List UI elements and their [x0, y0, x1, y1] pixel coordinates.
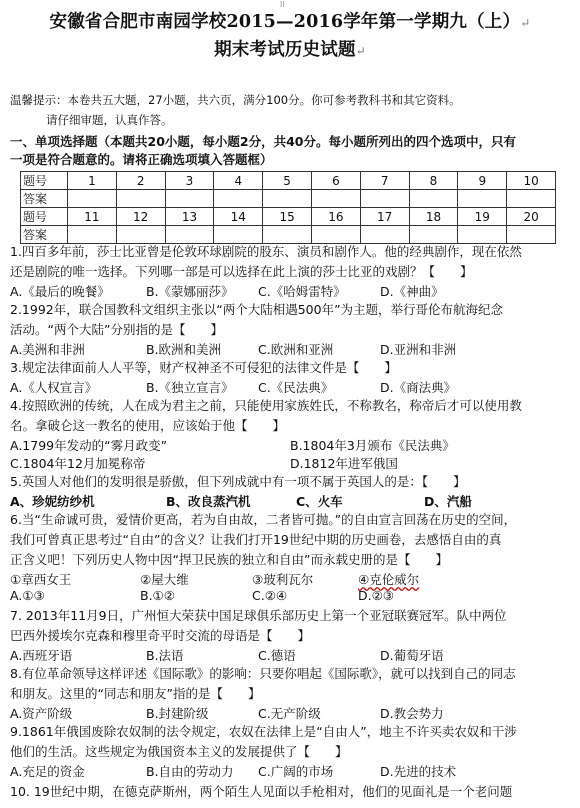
answer-cell[interactable]	[263, 226, 312, 244]
answer-cell[interactable]	[507, 226, 556, 244]
question-3-text: 3.规定法律面前人人平等，财产权神圣不可侵犯的法律文件是【 】	[10, 360, 397, 375]
q5-option-a[interactable]: A、珍妮纺纱机	[10, 494, 95, 509]
grid-number: 3	[165, 172, 214, 190]
answer-grid-number-row	[21, 208, 556, 226]
answer-grid-answer-row	[21, 226, 556, 244]
grid-number: 15	[263, 208, 312, 226]
grid-label: 题号	[21, 208, 68, 226]
question-4-text: 4.按照欧洲的传统，人在成为君主之前，只能使用家族姓氏，不称教名，称帝后才可以使用教	[10, 398, 522, 413]
answer-cell[interactable]	[68, 190, 117, 208]
question-8-text-cont: 和朋友。这里的“同志和朋友”指的是【 】	[10, 686, 261, 701]
q6-option-a[interactable]: A.①③	[10, 588, 45, 603]
answer-grid	[20, 171, 556, 244]
question-5-text: 5.英国人对他们的发明很是骄傲，但下列成就中有一项不属于英国人的是：【 】	[10, 474, 466, 489]
q5-option-b[interactable]: B、改良蒸汽机	[166, 494, 251, 509]
q6-item-1: ①章西女王	[10, 572, 72, 587]
grid-number: 14	[214, 208, 263, 226]
grid-label: 答案	[21, 190, 68, 208]
q8-option-b[interactable]: B.封建阶级	[146, 706, 209, 721]
grid-number: 18	[409, 208, 458, 226]
q5-option-c[interactable]: C、火车	[296, 494, 343, 509]
grid-number: 4	[214, 172, 263, 190]
q1-option-c[interactable]: C.《哈姆雷特》	[258, 284, 346, 299]
grid-number: 19	[458, 208, 507, 226]
answer-grid-answer-row	[21, 190, 556, 208]
answer-cell[interactable]	[409, 226, 458, 244]
q3-option-c[interactable]: C.《民法典》	[258, 380, 334, 395]
q3-option-b[interactable]: B.《独立宣言》	[146, 380, 234, 395]
answer-cell[interactable]	[507, 190, 556, 208]
q6-option-d[interactable]: D.②③	[358, 588, 395, 603]
q6-option-c[interactable]: C.②④	[252, 588, 288, 603]
q9-option-c[interactable]: C.广阔的市场	[258, 764, 334, 779]
grid-number: 10	[507, 172, 556, 190]
q6-item-2: ②屋大维	[140, 572, 189, 587]
grid-number: 13	[165, 208, 214, 226]
answer-cell[interactable]	[360, 226, 409, 244]
q6-item-3: ③玻利瓦尔	[252, 572, 314, 587]
q1-option-d[interactable]: D.《神曲》	[380, 284, 444, 299]
answer-cell[interactable]	[165, 190, 214, 208]
question-2-text: 2.1992年，联合国教科文组织主张以“两个大陆相遇500年”为主题，举行哥伦布航海纪念	[10, 302, 504, 317]
exam-title-line2: 期末考试历史试题↵	[214, 40, 366, 60]
answer-cell[interactable]	[409, 190, 458, 208]
q6-item-4: ④克伦威尔	[358, 572, 420, 587]
grid-number: 20	[507, 208, 556, 226]
section-heading-cont: 一项是符合题意的。请将正确选项填入答题框）	[10, 152, 273, 167]
grid-number: 9	[458, 172, 507, 190]
answer-cell[interactable]	[116, 190, 165, 208]
question-4-text-cont: 名。拿破仑这一教名的使用，应该始于他【 】	[10, 418, 286, 433]
section-heading: 一、单项选择题（本题共20小题，每小题2分，共40分。每小题所列出的四个选项中，只有	[10, 134, 516, 149]
q2-option-b[interactable]: B.欧洲和美洲	[146, 342, 222, 357]
q7-option-d[interactable]: D.葡萄牙语	[380, 648, 444, 663]
grid-number: 12	[116, 208, 165, 226]
q8-option-c[interactable]: C.无产阶级	[258, 706, 321, 721]
question-6-text-cont: 我们可曾真正思考过“自由”的含义？让我们打开19世纪中期的历史画卷，去感悟自由的真	[10, 532, 502, 547]
answer-cell[interactable]	[263, 190, 312, 208]
question-1-text: 1.四百多年前，莎士比亚曾是伦敦环球剧院的股东、演员和剧作人。他的经典剧作，现在依然	[10, 244, 522, 259]
q4-option-d[interactable]: D.1812年进军俄国	[290, 456, 398, 471]
question-7-text: 7. 2013年11月9日，广州恒大荣获中国足球俱乐部历史上第一个亚冠联赛冠军。队中两位	[10, 608, 507, 623]
question-9-text: 9.1861年俄国废除农奴制的法令规定，农奴在法律上是“自由人”，地主不许买卖农奴和干涉	[10, 724, 517, 739]
answer-cell[interactable]	[458, 190, 507, 208]
question-9-text-cont: 他们的生活。这些规定为俄国资本主义的发展提供了【 】	[10, 744, 348, 759]
answer-cell[interactable]	[311, 190, 360, 208]
q4-option-a[interactable]: A.1799年发动的“雾月政变”	[10, 438, 168, 453]
q3-option-a[interactable]: A.《人权宣言》	[10, 380, 98, 395]
header-mark: II	[280, 0, 285, 9]
answer-cell[interactable]	[311, 226, 360, 244]
grid-number: 5	[263, 172, 312, 190]
answer-cell[interactable]	[214, 226, 263, 244]
q9-option-b[interactable]: B.自由的劳动力	[146, 764, 234, 779]
question-8-text: 8.有位革命领导这样评述《国际歌》的影响：只要你唱起《国际歌》，就可以找到自己的同志	[10, 666, 516, 681]
notice-line: 温馨提示：本卷共五大题，27小题，共六页，满分100分。你可参考教科书和其它资料。	[10, 93, 461, 107]
q6-option-b[interactable]: B.①②	[140, 588, 175, 603]
q1-option-a[interactable]: A.《最后的晚餐》	[10, 284, 110, 299]
q3-option-d[interactable]: D.《商法典》	[380, 380, 457, 395]
q4-option-c[interactable]: C.1804年12月加冕称帝	[10, 456, 146, 471]
grid-number: 16	[311, 208, 360, 226]
grid-number: 8	[409, 172, 458, 190]
answer-grid-number-row	[21, 172, 556, 190]
q2-option-d[interactable]: D.亚洲和非洲	[380, 342, 457, 357]
grid-number: 17	[360, 208, 409, 226]
q2-option-c[interactable]: C.欧洲和亚洲	[258, 342, 334, 357]
q9-option-a[interactable]: A.充足的资金	[10, 764, 85, 779]
question-6-text-cont2: 正含义吧！下列历史人物中因“捍卫民族的独立和自由”而永载史册的是【 】	[10, 552, 448, 567]
grid-label: 题号	[21, 172, 68, 190]
q7-option-b[interactable]: B.法语	[146, 648, 184, 663]
question-2-text-cont: 活动。“两个大陆”分别指的是【 】	[10, 322, 223, 337]
q9-option-d[interactable]: D.先进的技术	[380, 764, 457, 779]
grid-number: 1	[68, 172, 117, 190]
grid-label: 答案	[21, 226, 68, 244]
grid-number: 7	[360, 172, 409, 190]
grid-number: 6	[311, 172, 360, 190]
notice-line2: 请仔细审题，认真作答。	[46, 113, 173, 127]
grid-number: 11	[68, 208, 117, 226]
q7-option-c[interactable]: C.德语	[258, 648, 296, 663]
question-10-text: 10. 19世纪中期，在德克萨斯州，两个陌生人见面以手枪相对，他们的见面礼是一个老问题	[10, 784, 513, 799]
q5-option-d[interactable]: D、汽船	[424, 494, 472, 509]
q8-option-d[interactable]: D.教会势力	[380, 706, 444, 721]
q2-option-a[interactable]: A.美洲和非洲	[10, 342, 85, 357]
question-1-text-cont: 还是剧院的唯一选择。下列哪一部是可以选择在此上演的莎士比亚的戏剧？【 】	[10, 264, 473, 279]
grid-number: 2	[116, 172, 165, 190]
answer-cell[interactable]	[68, 226, 117, 244]
q7-option-a[interactable]: A.西班牙语	[10, 648, 73, 663]
question-6-text: 6.当“生命诚可贵，爱情价更高，若为自由故，二者皆可抛。”的自由宣言回荡在历史的空间，	[10, 512, 517, 527]
answer-cell[interactable]	[360, 190, 409, 208]
answer-cell[interactable]	[458, 226, 507, 244]
q1-option-b[interactable]: B.《蒙娜丽莎》	[146, 284, 234, 299]
answer-cell[interactable]	[116, 226, 165, 244]
q4-option-b[interactable]: B.1804年3月颁布《民法典》	[290, 438, 455, 453]
exam-title-line1: 安徽省合肥市南园学校2015—2016学年第一学期九（上）↵	[49, 12, 531, 32]
question-7-text-cont: 巴西外援埃尔克森和穆里奇平时交流的母语是【 】	[10, 628, 311, 643]
answer-cell[interactable]	[214, 190, 263, 208]
q8-option-a[interactable]: A.资产阶级	[10, 706, 73, 721]
answer-cell[interactable]	[165, 226, 214, 244]
